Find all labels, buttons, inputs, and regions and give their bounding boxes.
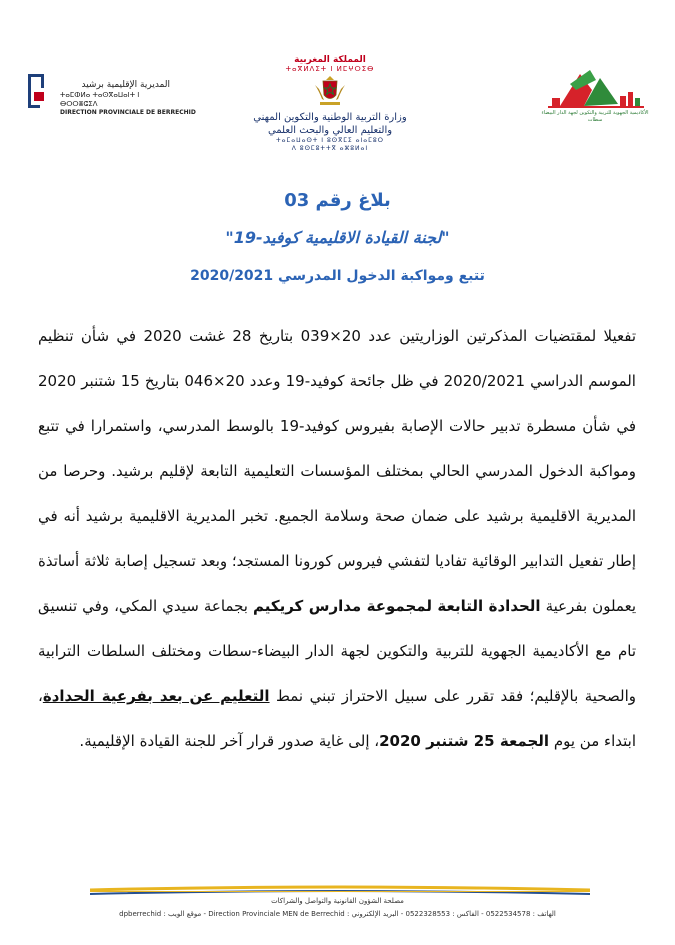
left-logo-fr: DIRECTION PROVINCIALE DE BERRECHID bbox=[60, 109, 196, 116]
ministry-name-line2: والتعليم العالي والبحث العلمي bbox=[267, 125, 393, 136]
footer-site-label: موقع الويب : bbox=[163, 910, 202, 918]
left-logo-ar: المديرية الإقليمية برشيد bbox=[81, 80, 170, 90]
footer-contacts: الهاتف : 0522534578 - الفاكس : 0522328553 - البريد الإلكتروني : Direction Provinciale MEN de Berrechid - موقع الويب : dpberrechid bbox=[119, 910, 556, 918]
direction-mark-icon bbox=[26, 72, 48, 110]
ministry-header bbox=[230, 55, 430, 155]
committee-title: "لجنة القيادة الاقليمية كوفيد-19" bbox=[225, 228, 450, 247]
subject-title: تتبع ومواكبة الدخول المدرسي 2020/2021 bbox=[190, 268, 485, 284]
footer-phone-label: الهاتف : bbox=[532, 910, 556, 918]
footer-phone: 0522534578 bbox=[485, 910, 531, 918]
left-logo-tifinagh: ⵜⴰⵎⵀⵍⴰ ⵜⴰⵙⴳⴰⵡⴰⵏⵜ ⵏ ⴱⵔⵔⴻⵛⵉⴷ bbox=[60, 91, 140, 108]
body-bold-date: الجمعة 25 شتنبر 2020 bbox=[379, 732, 550, 750]
body-bold-school: الحدادة التابعة لمجموعة مدارس كريكيم bbox=[252, 597, 541, 615]
ministry-name-line1: وزارة التربية الوطنية والتكوين المهني bbox=[253, 112, 407, 123]
body-text-3: ، ابتداء من يوم bbox=[38, 687, 636, 750]
academy-caption: الأكاديمية الجهوية للتربية والتكوين لجهة الدار البيضاء سطات bbox=[541, 110, 649, 123]
body-text-4: ، إلى غاية صدور قرار آخر للجنة القيادة الإقليمية. bbox=[79, 732, 380, 750]
body-text-1: تفعيلا لمقتضيات المذكرتين الوزاريتين عدد 20×039 بتاريخ 28 غشت 2020 في شأن تنظيم الموسم الدراسي 2020/2021 في ظل جائحة كوفيد-19 وعدد 20×046 بتاريخ 15 شتنبر 2020 في شأن مسطرة تدبير حالات الإصابة بفيروس كوفيد-19 بالوسط المدرسي، واستمرارا في تتبع ومواكبة الدخول المدرسي الحالي بمختلف المؤسسات التعليمية التابعة لإقليم برشيد. وحرصا من المديرية الاقليمية برشيد على ضمان صحة وسلامة الجميع. تخبر المديرية الاقليمية برشيد أنه في إطار تفعيل التدابير الوقائية تفاديا لتفشي فيروس كورونا المستجد؛ وبعد تسجيل إصابة ثلاثة أساتذة يعملون بفرعية bbox=[38, 327, 637, 615]
body-bold-remote-learning: التعليم عن بعد بفرعية الحدادة bbox=[42, 687, 270, 705]
academy-logo bbox=[540, 68, 650, 126]
academy-logo-icon bbox=[540, 68, 650, 110]
footer-fax: 0522328553 bbox=[405, 910, 451, 918]
ministry-tifinagh-line2: ⴷ ⵓⵙⵎⵓⵜⵜⴳ ⴰⵣⵓⵍⴰⵏ bbox=[291, 145, 369, 152]
kingdom-title: المملكة المغربية bbox=[294, 55, 366, 65]
kingdom-tifinagh: ⵜⴰⴳⵍⴷⵉⵜ ⵏ ⵍⵎⵖⵔⵉⴱ bbox=[285, 65, 375, 73]
footer-email-label: البريد الإلكتروني : bbox=[346, 910, 399, 918]
royal-emblem-icon bbox=[312, 75, 348, 107]
body-text-2: بجماعة سيدي المكي، وفي تنسيق تام مع الأكاديمية الجهوية للتربية والتكوين لجهة الدار البيضاء-سطات ومختلف السلطات الترابية والصحية بالإقليم؛ فقد تقرر على سبيل الاحتراز تبني نمط bbox=[38, 597, 636, 705]
provincial-direction-logo bbox=[20, 62, 196, 118]
footer-email: Direction Provinciale MEN de Berrechid bbox=[208, 910, 345, 918]
communique-number: بلاغ رقم 03 bbox=[284, 190, 391, 211]
communique-body bbox=[38, 314, 636, 764]
ministry-tifinagh-line1: ⵜⴰⵎⴰⵡⴰⵙⵜ ⵏ ⵓⵙⴳⵎⵉ ⴰⵏⴰⵎⵓⵔ bbox=[275, 137, 384, 144]
body-paragraph bbox=[38, 314, 636, 764]
footer-site: dpberrechid bbox=[119, 910, 162, 918]
footer-department: مصلحة الشؤون القانونية والتواصل والشراكات bbox=[271, 897, 404, 905]
footer-fax-label: الفاكس : bbox=[452, 910, 479, 918]
